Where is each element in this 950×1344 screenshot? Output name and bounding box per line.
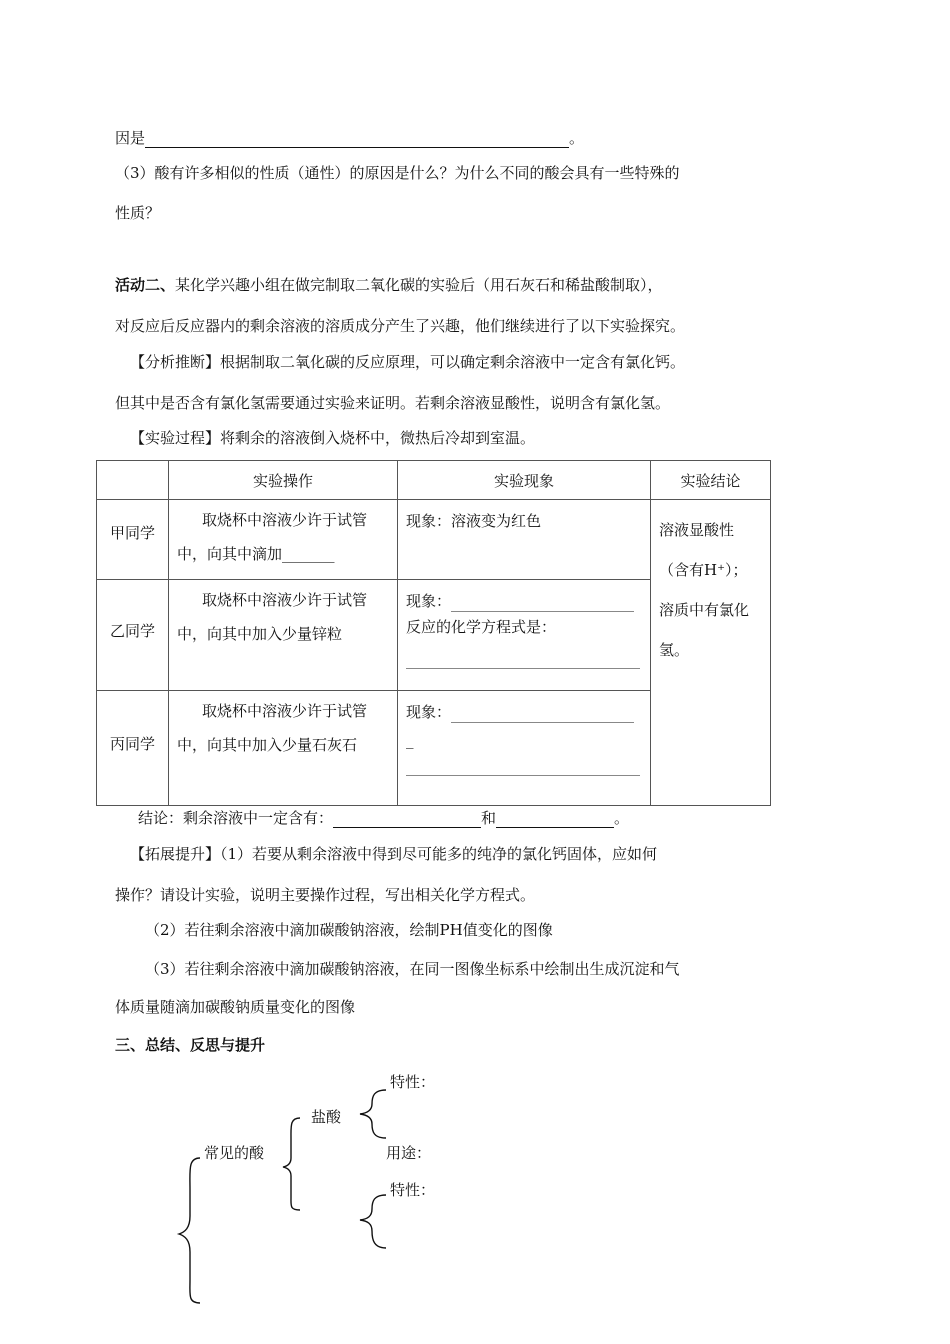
- activity2-line1: 某化学兴趣小组在做完制取二氧化碳的实验后（用石灰石和稀盐酸制取），: [175, 276, 663, 294]
- phenomenon-text: 现象：溶液变为红色: [406, 512, 542, 530]
- operation-line1: 取烧杯中溶液少许于试管: [202, 702, 368, 720]
- equation-label: 反应的化学方程式是：: [406, 618, 557, 636]
- operation-line1: 取烧杯中溶液少许于试管: [202, 591, 368, 609]
- operation-line1: 取烧杯中溶液少许于试管: [202, 511, 368, 529]
- activity2-heading: 活动二、: [115, 276, 176, 294]
- summary-suffix: 。: [614, 809, 630, 827]
- brace-second-acid: [360, 1195, 386, 1248]
- brace-root: [179, 1158, 200, 1303]
- question-3-line2: 性质？: [115, 204, 161, 222]
- extend-line1: 【拓展提升】（1）若要从剩余溶液中得到尽可能多的纯净的氯化钙固体，应如何: [130, 845, 658, 863]
- mindmap-props-label-2: 特性：: [390, 1181, 436, 1199]
- conclusion-line4: 氢。: [659, 641, 690, 659]
- extend-q3-line2: 体质量随滴加碳酸钠质量变化的图像: [115, 998, 356, 1016]
- mindmap-hcl: 盐酸: [311, 1108, 342, 1126]
- student-label: 甲同学: [109, 524, 155, 542]
- extend-q3-line1: （3）若往剩余溶液中滴加碳酸钠溶液，在同一图像坐标系中绘制出生成沉淀和气: [145, 960, 680, 978]
- q2-prefix: 因是: [115, 129, 146, 147]
- mindmap-use-label-1: 用途：: [386, 1144, 432, 1162]
- q2-suffix: 。: [569, 129, 585, 147]
- conclusion-line1: 溶液显酸性: [659, 521, 735, 539]
- extend-q2: （2）若往剩余溶液中滴加碳酸钠溶液，绘制PH值变化的图像: [145, 921, 553, 939]
- process-line: 【实验过程】将剩余的溶液倒入烧杯中，微热后冷却到室温。: [130, 429, 536, 447]
- analysis-line2: 但其中是否含有氯化氢需要通过实验来证明。若剩余溶液显酸性，说明含有氯化氢。: [115, 394, 671, 412]
- activity2-line2: 对反应后反应器内的剩余溶液的溶质成分产生了兴趣，他们继续进行了以下实验探究。: [115, 317, 686, 335]
- question-3-line1: （3）酸有许多相似的性质（通性）的原因是什么？为什么不同的酸会具有一些特殊的: [115, 164, 680, 182]
- header-phenomenon: 实验现象: [398, 461, 651, 500]
- header-operation: 实验操作: [169, 461, 398, 500]
- operation-line2: 中，向其中滴加_______: [177, 545, 335, 563]
- conclusion-line2: （含有H⁺）；: [659, 561, 748, 579]
- phenomenon-overflow: _: [406, 731, 414, 749]
- summary-middle: 和: [481, 809, 497, 827]
- header-conclusion: 实验结论: [651, 461, 771, 500]
- summary-prefix: 结论：剩余溶液中一定含有：: [138, 809, 334, 827]
- mindmap-props-label-1: 特性：: [390, 1073, 436, 1091]
- student-label: 乙同学: [109, 622, 155, 640]
- extend-line2: 操作？请设计实验，说明主要操作过程，写出相关化学方程式。: [115, 886, 536, 904]
- conclusion-line3: 溶质中有氯化: [659, 601, 750, 619]
- phenomenon-label: 现象：: [406, 703, 452, 721]
- operation-line2: 中，向其中加入少量石灰石: [177, 736, 358, 754]
- mindmap-root: 常见的酸: [204, 1144, 265, 1162]
- brace-acids: [283, 1118, 300, 1210]
- analysis-line1: 【分析推断】根据制取二氧化碳的反应原理，可以确定剩余溶液中一定含有氯化钙。: [130, 353, 686, 371]
- phenomenon-label: 现象：: [406, 592, 452, 610]
- brace-hcl: [360, 1090, 386, 1138]
- operation-line2: 中，向其中加入少量锌粒: [177, 625, 343, 643]
- section3-heading: 三、总结、反思与提升: [115, 1036, 266, 1054]
- student-label: 丙同学: [109, 735, 155, 753]
